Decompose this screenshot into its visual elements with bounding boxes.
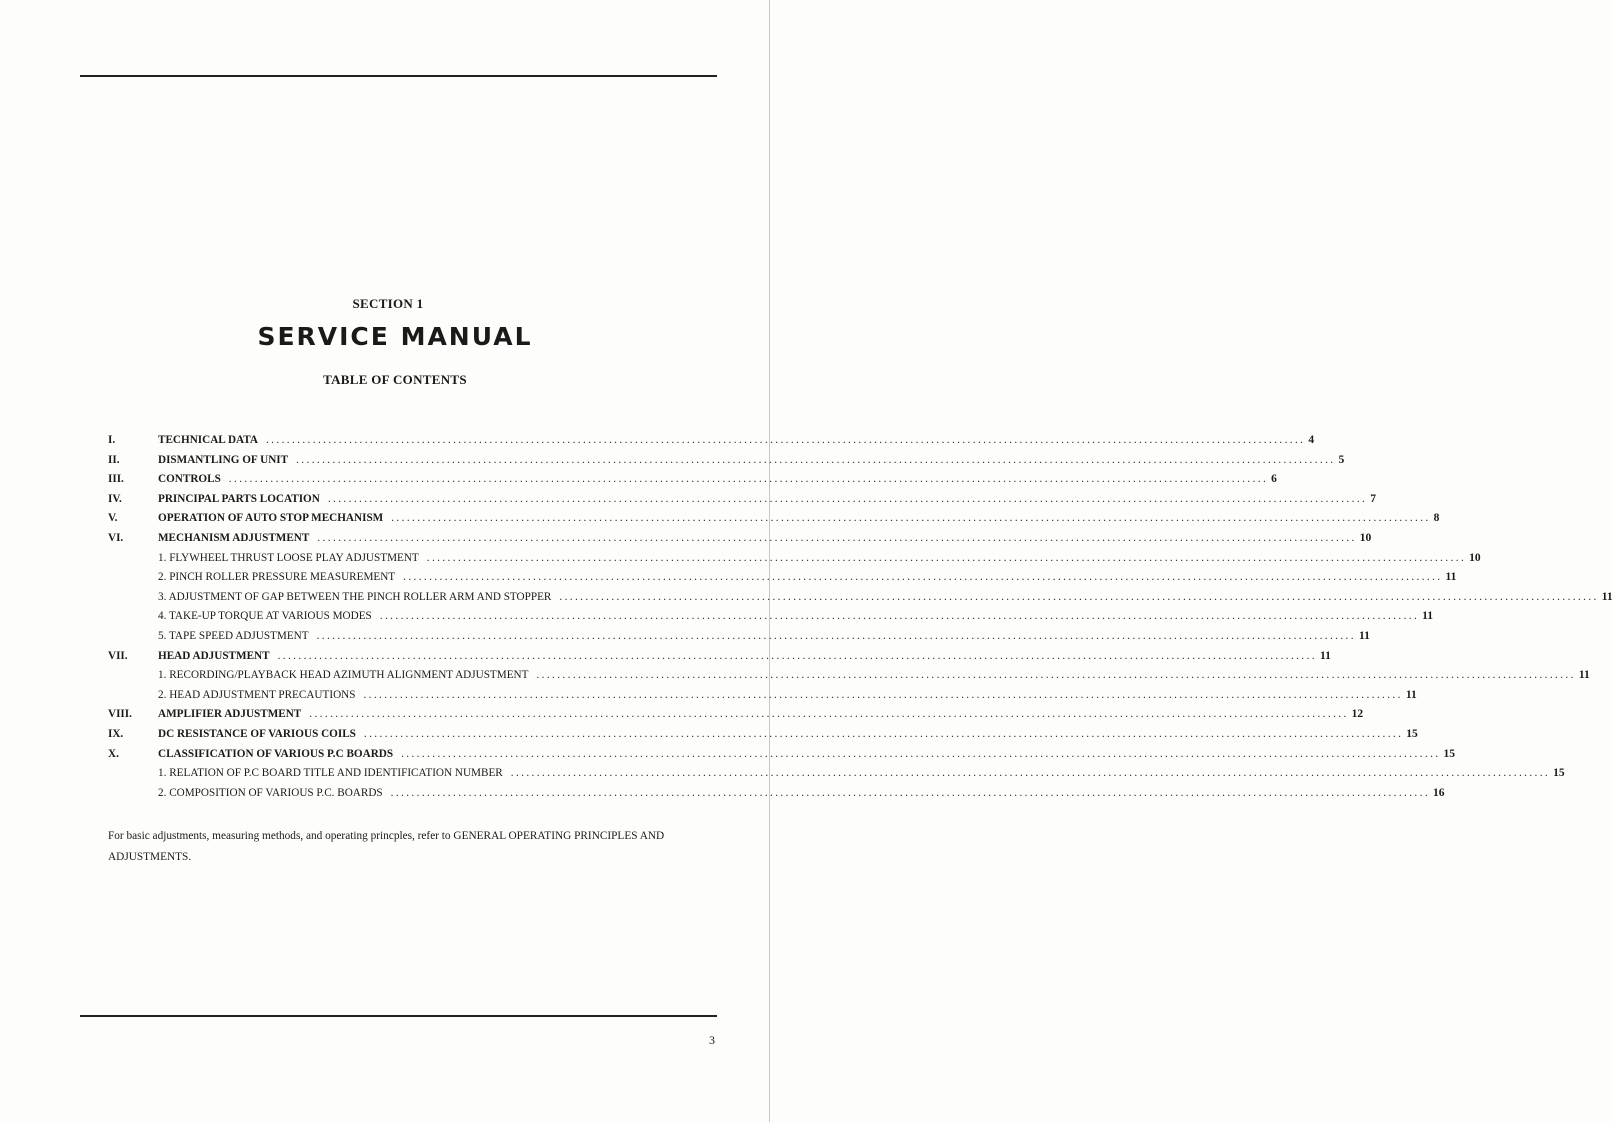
top-rule <box>80 75 717 77</box>
toc-entry-number: VIII. <box>108 708 132 721</box>
toc-entry <box>108 727 1418 748</box>
toc-entry-title: 3. ADJUSTMENT OF GAP BETWEEN THE PINCH ROLLER ARM AND STOPPER <box>158 590 552 603</box>
toc-entry-page: 10 <box>1469 551 1481 564</box>
toc-entry-page: 11 <box>1358 629 1370 642</box>
toc-entry-page: 15 <box>1406 727 1418 740</box>
toc-entry <box>108 767 1565 787</box>
toc-entry <box>108 551 1481 572</box>
toc-entry-title: PRINCIPAL PARTS LOCATION <box>158 492 320 505</box>
toc-dot-leader: ........................................................................................................................................................................................................ <box>316 629 1356 642</box>
toc-entry-number: X. <box>108 747 119 760</box>
toc-entry <box>108 453 1345 474</box>
toc-entry-title: TECHNICAL DATA <box>158 434 258 446</box>
bottom-rule <box>80 1015 717 1017</box>
toc-entry-title: 5. TAPE SPEED ADJUSTMENT <box>158 629 309 642</box>
toc-entry <box>108 747 1455 768</box>
toc-entry <box>108 629 1370 650</box>
toc-dot-leader: ........................................................................................................................................................................................................ <box>327 492 1368 505</box>
toc-entry-page: 16 <box>1433 786 1445 799</box>
toc-dot-leader: ........................................................................................................................................................................................................ <box>390 786 1431 799</box>
toc-entry-page: 15 <box>1553 767 1565 780</box>
toc-entry <box>108 708 1364 728</box>
toc-entry-title: MECHANISM ADJUSTMENT <box>158 531 310 544</box>
toc-dot-leader: ........................................................................................................................................................................................................ <box>510 767 1551 780</box>
toc-entry-number: II. <box>108 453 120 466</box>
toc-entry <box>108 492 1376 513</box>
toc-entry-title: 2. HEAD ADJUSTMENT PRECAUTIONS <box>158 688 356 701</box>
toc-entry-number: IX. <box>108 727 124 740</box>
toc-entry-title: CONTROLS <box>158 473 221 486</box>
toc-entry <box>108 610 1434 630</box>
toc-dot-leader: ........................................................................................................................................................................................................ <box>401 747 1441 760</box>
toc-entry-title: AMPLIFIER ADJUSTMENT <box>158 708 302 721</box>
toc-entry <box>108 473 1277 493</box>
toc-dot-leader: ........................................................................................................................................................................................................ <box>426 551 1467 564</box>
section-label: SECTION 1 <box>352 296 424 311</box>
toc-entry-page: 11 <box>1601 590 1613 603</box>
toc-entry-number: V. <box>108 512 118 525</box>
toc-entry <box>108 649 1331 670</box>
toc-entry-title: CLASSIFICATION OF VARIOUS P.C BOARDS <box>158 747 394 760</box>
toc-entry <box>108 531 1372 552</box>
toc-entry-page: 5 <box>1338 453 1345 466</box>
toc-entry <box>108 512 1440 532</box>
manual-title: SERVICE MANUAL <box>257 322 533 351</box>
toc-entry-title: OPERATION OF AUTO STOP MECHANISM <box>158 512 384 525</box>
toc-entry-title: 1. FLYWHEEL THRUST LOOSE PLAY ADJUSTMENT <box>158 551 419 564</box>
toc-entry-title: DC RESISTANCE OF VARIOUS COILS <box>158 727 356 740</box>
toc-dot-leader: ........................................................................................................................................................................................................ <box>317 531 1357 544</box>
toc-entry-page: 11 <box>1578 669 1590 682</box>
toc-dot-leader: ........................................................................................................................................................................................................ <box>277 649 1317 662</box>
toc-entry-title: 2. COMPOSITION OF VARIOUS P.C. BOARDS <box>158 786 383 799</box>
toc-dot-leader: ........................................................................................................................................................................................................ <box>536 669 1576 682</box>
toc-entry-page: 12 <box>1351 708 1364 721</box>
toc-entry-title: HEAD ADJUSTMENT <box>158 649 270 662</box>
toc-entry-page: 8 <box>1433 512 1440 525</box>
toc-entry <box>108 669 1590 689</box>
toc-entry-number: VII. <box>108 649 128 662</box>
toc-entry-title: 1. RECORDING/PLAYBACK HEAD AZIMUTH ALIGNMENT ADJUSTMENT <box>158 669 529 682</box>
reference-note: For basic adjustments, measuring methods, and operating princples, refer to GENERAL OPERATING PRINCIPLES AND ADJUSTMENTS. <box>108 830 665 863</box>
toc-entry-page: 4 <box>1308 434 1315 446</box>
toc-entry <box>108 688 1417 709</box>
toc-entry-title: 2. PINCH ROLLER PRESSURE MEASUREMENT <box>158 571 396 584</box>
toc-dot-leader: ........................................................................................................................................................................................................ <box>363 688 1403 701</box>
toc-entry-number: III. <box>108 473 124 486</box>
toc-dot-leader: ........................................................................................................................................................................................................ <box>363 727 1404 740</box>
toc-dot-leader: ........................................................................................................................................................................................................ <box>391 512 1431 525</box>
toc-dot-leader: ........................................................................................................................................................................................................ <box>228 473 1269 486</box>
toc-entry-page: 10 <box>1359 531 1372 544</box>
toc-entry-page: 6 <box>1271 473 1277 486</box>
toc-dot-leader: ........................................................................................................................................................................................................ <box>379 610 1420 623</box>
toc-entry-page: 11 <box>1405 688 1417 701</box>
toc-entry-title: 4. TAKE-UP TORQUE AT VARIOUS MODES <box>158 610 372 623</box>
toc-dot-leader: ........................................................................................................................................................................................................ <box>309 708 1349 721</box>
toc-entry <box>108 590 1613 611</box>
page-number: 3 <box>709 1033 715 1047</box>
table-of-contents <box>108 434 1613 806</box>
toc-dot-leader: ........................................................................................................................................................................................................ <box>559 590 1599 603</box>
toc-dot-leader: ........................................................................................................................................................................................................ <box>296 453 1336 466</box>
toc-entry-title: 1. RELATION OF P.C BOARD TITLE AND IDENTIFICATION NUMBER <box>158 767 503 780</box>
toc-entry-number: IV. <box>108 492 122 505</box>
toc-entry-page: 15 <box>1443 747 1455 760</box>
toc-entry-page: 7 <box>1370 492 1376 505</box>
toc-entry-number: VI. <box>108 531 124 544</box>
toc-entry-page: 11 <box>1445 571 1457 584</box>
toc-entry-title: DISMANTLING OF UNIT <box>158 453 289 466</box>
toc-entry <box>108 786 1445 807</box>
toc-entry-number: I. <box>108 434 116 446</box>
toc-entry-page: 11 <box>1319 649 1331 662</box>
toc-heading: TABLE OF CONTENTS <box>323 372 467 387</box>
toc-entry <box>108 571 1457 591</box>
toc-entry <box>108 434 1315 454</box>
toc-dot-leader: ........................................................................................................................................................................................................ <box>403 571 1443 584</box>
toc-entry-page: 11 <box>1422 610 1434 623</box>
toc-dot-leader: ........................................................................................................................................................................................................ <box>265 434 1306 446</box>
